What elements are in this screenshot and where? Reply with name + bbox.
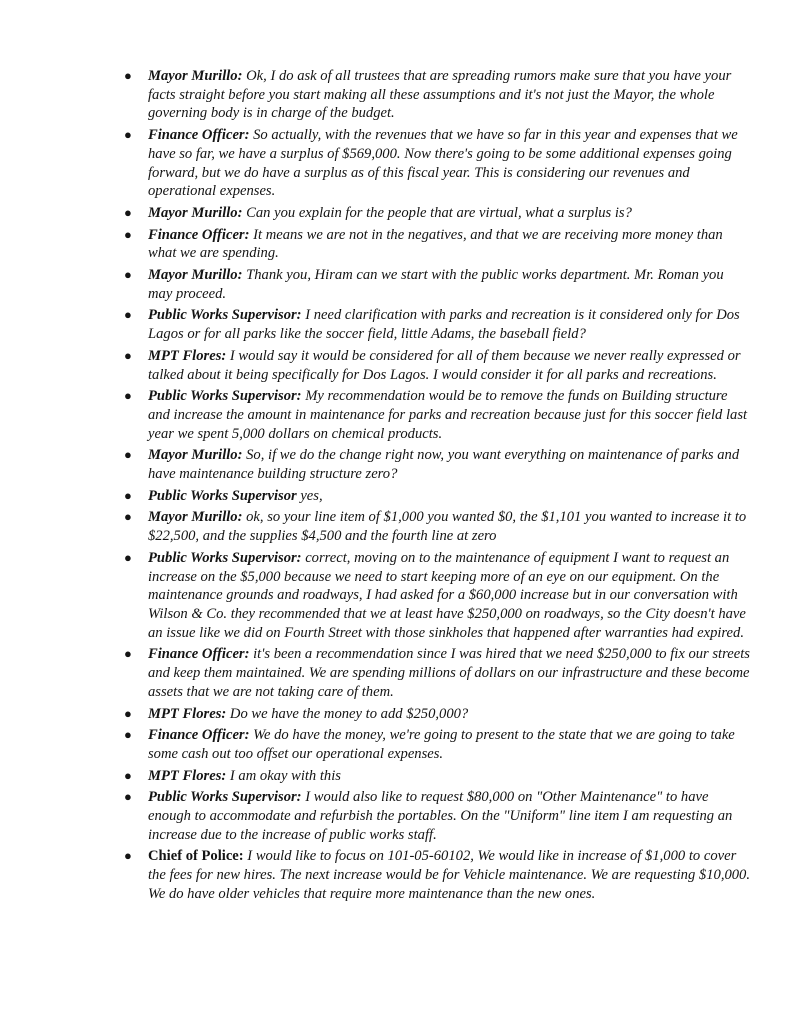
bullet-icon: ● (124, 487, 132, 503)
list-item (0, 508, 751, 545)
bullet-icon: ● (124, 767, 132, 783)
bullet-icon: ● (124, 848, 132, 864)
statement-text: ok, so your line item of $1,000 you wanted $0, the $1,101 you wanted to increase it to $22,500, and the supplies $4,500 and the fourth line at zero (148, 509, 747, 545)
statement-text: Can you explain for the people that are virtual, what a surplus is? (242, 204, 632, 221)
statement-text: Ok, I do ask of all trustees that are spreading rumors make sure that you have your facts straight before you start making all these assumptions and it's not just the Mayor, the whole governing body is in charge of the budget. (148, 68, 732, 122)
speaker-name: Mayor Murillo: (148, 447, 243, 464)
statement-text: My recommendation would be to remove the funds on Building structure and increase the amount in maintenance for parks and recreation because just for this soccer field last year we spent 5,000 dollars on chemical products. (148, 388, 748, 442)
statement-text: yes, (296, 487, 323, 504)
speaker-name: Public Works Supervisor: (148, 388, 302, 405)
bullet-icon: ● (124, 68, 132, 83)
statement-text: It means we are not in the negatives, and that we are receiving more money than what we are spending. (148, 226, 723, 262)
list-item (0, 705, 751, 724)
bullet-icon: ● (124, 347, 132, 363)
speaker-name: Mayor Murillo: (148, 68, 243, 84)
bullet-icon: ● (124, 705, 132, 721)
statement-text: Thank you, Hiram can we start with the public works department. Mr. Roman you may proceed. (148, 267, 724, 302)
speaker-name: MPT Flores: (148, 705, 227, 722)
speaker-name: Public Works Supervisor: (148, 549, 302, 566)
list-item (0, 726, 751, 763)
list-item (0, 126, 751, 201)
speaker-name: MPT Flores: (148, 347, 227, 364)
bullet-icon: ● (124, 307, 132, 323)
speaker-name: Public Works Supervisor: (148, 789, 302, 806)
speaker-name: Public Works Supervisor: (148, 307, 302, 324)
statement-text: I am okay with this (226, 767, 341, 784)
list-item (0, 67, 751, 123)
list-item (0, 446, 751, 483)
bullet-icon: ● (124, 127, 132, 143)
speaker-name: Mayor Murillo: (148, 267, 243, 284)
speaker-name: Finance Officer: (148, 226, 250, 243)
statement-text: it's been a recommendation since I was hired that we need $250,000 to fix our streets and keep them maintained. We are spending millions of dollars on our infrastructure and these become assets that we are not taking care of them. (148, 646, 750, 700)
list-item (0, 306, 751, 343)
list-item (0, 226, 751, 263)
speaker-name: Finance Officer: (148, 646, 250, 663)
speaker-name: Mayor Murillo: (148, 509, 243, 526)
statement-text: I would say it would be considered for all of them because we never really expressed or talked about it being specifically for Dos Lagos. I would consider it for all parks and recreations. (148, 347, 741, 383)
speaker-name: MPT Flores: (148, 767, 227, 784)
list-item (0, 204, 751, 223)
statement-text: So, if we do the change right now, you want everything on maintenance of parks and have maintenance building structure zero? (148, 447, 740, 483)
statement-text: I need clarification with parks and recreation is it considered only for Dos Lagos or for all parks like the soccer field, little Adams, the baseball field? (148, 307, 740, 343)
list-item (0, 645, 751, 701)
bullet-icon: ● (124, 509, 132, 525)
bullet-icon: ● (124, 789, 132, 805)
bullet-icon: ● (124, 549, 132, 565)
speaker-name: Public Works Supervisor (148, 487, 297, 504)
list-item (0, 767, 751, 786)
speaker-name: Chief of Police: (148, 848, 244, 865)
statement-text: I would also like to request $80,000 on "Other Maintenance" to have enough to accommodate and refurbish the portables. On the "Uniform" line item I am requesting an increase due to the increase of public works staff. (148, 789, 733, 843)
statement-text: So actually, with the revenues that we have so far in this year and expenses that we have so far, we have a surplus of $569,000. Now there's going to be some additional expenses going forward, but we do have a surplus as of this fiscal year. This is considering our revenues and operational expenses. (148, 127, 738, 200)
speaker-name: Mayor Murillo: (148, 204, 243, 221)
list-item (0, 487, 751, 506)
bullet-icon: ● (124, 204, 132, 220)
list-item (0, 847, 751, 903)
bullet-icon: ● (124, 226, 132, 242)
list-item (0, 387, 751, 443)
bullet-icon: ● (124, 646, 132, 662)
bullet-icon: ● (124, 388, 132, 404)
list-item (0, 266, 751, 303)
statement-text: We do have the money, we're going to present to the state that we are going to take some cash out too offset our operational expenses. (148, 727, 735, 762)
minutes-list (0, 67, 751, 904)
statement-text: I would like to focus on 101-05-60102, We would like in increase of $1,000 to cover the fees for new hires. The next increase would be for Vehicle maintenance. We are requesting $10,000. We do have older vehicles that require more maintenance than the new ones. (148, 848, 751, 902)
speaker-name: Finance Officer: (148, 127, 250, 144)
speaker-name: Finance Officer: (148, 727, 250, 744)
statement-text: correct, moving on to the maintenance of equipment I want to request an increase on the $5,000 because we need to start keeping more of an eye on our equipment. On the maintenance grounds and roadways, I had asked for a $60,000 increase but in our conversation with Wilson & Co. they recommended that we at least have $250,000 on roadways, so the City doesn't have an issue like we did on Fourth Street with those sinkholes that happened after warranties had expired. (148, 549, 746, 641)
list-item (0, 549, 751, 643)
statement-text: Do we have the money to add $250,000? (226, 705, 469, 722)
bullet-icon: ● (124, 267, 132, 283)
list-item (0, 347, 751, 384)
bullet-icon: ● (124, 447, 132, 463)
bullet-icon: ● (124, 727, 132, 743)
list-item (0, 788, 751, 844)
